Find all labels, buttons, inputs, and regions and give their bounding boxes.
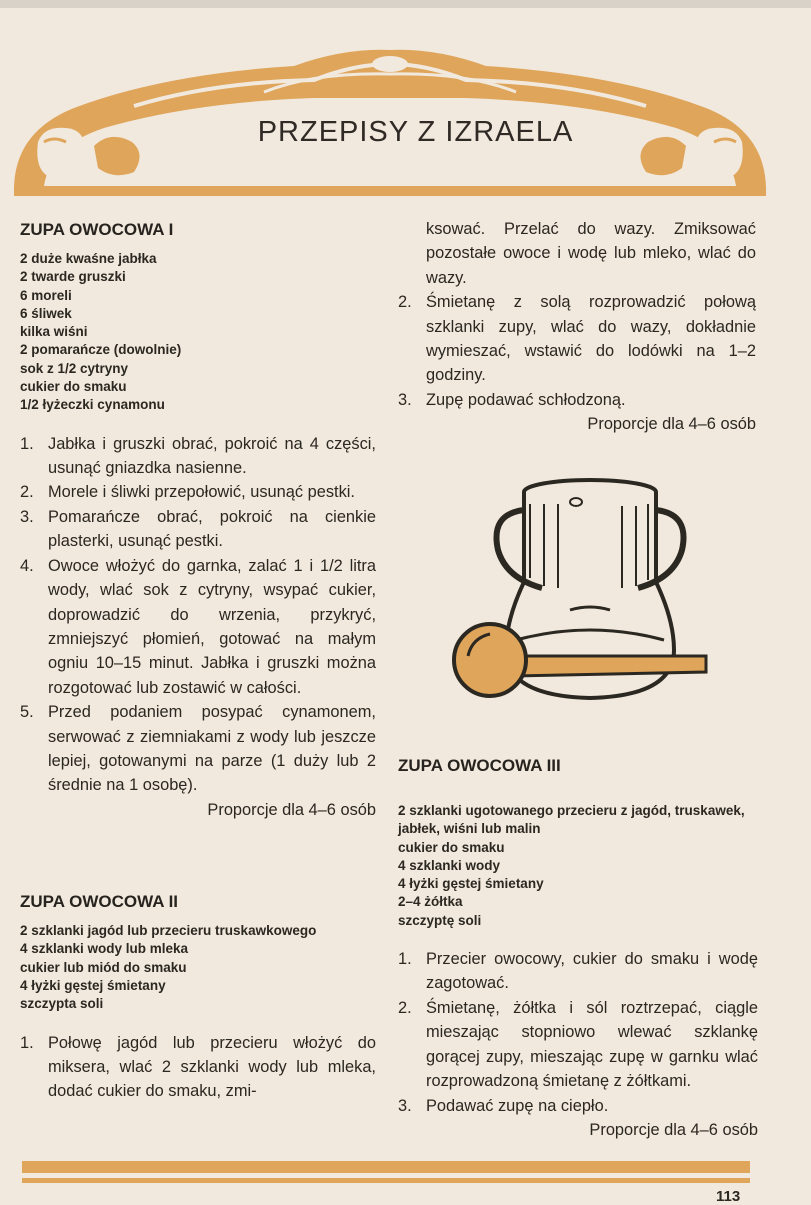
step-number: 2. [398,998,412,1017]
page-title: PRZEPISY Z IZRAELA [257,116,574,148]
ingredient-item: 4 łyżki gęstej śmietany [20,978,166,994]
ingredient-item: 2–4 żółtka [398,894,463,910]
ingredient-item: 2 duże kwaśne jabłka [20,251,157,266]
step-item [20,505,376,554]
ingredient-item: szczyptę soli [398,912,482,928]
step-number: 5. [20,703,34,722]
ingredient-item: cukier do smaku [20,379,127,395]
ingredient-item: kilka wiśni [20,324,88,340]
step-text: Przed podaniem posypać cynamonem, serwować z ziemniakami z wody lub jeszcze lepiej, gotowanymi na parze (1 duży lub 2 średnie na 1 osobę). [48,703,376,795]
ingredient-list [20,922,376,1013]
step-list [398,290,756,412]
step-number: 3. [20,507,34,526]
recipe-title: ZUPA OWOCOWA II [20,892,179,912]
step-list [20,1031,376,1104]
step-text: Śmietanę, żółtka i sól roztrzepać, ciągle mieszając stopniowo wlewać szklankę gorącej zupy, mieszając zupę w garnku wlać rozprowadzoną śmietanę z żółtkami. [426,998,758,1091]
step-item [398,996,758,1094]
step-item [20,432,376,481]
right-column-bottom [398,756,758,1142]
step-text: Przecier owocowy, cukier do smaku i wodę zagotować. [426,950,758,993]
step-text: Owoce włożyć do garnka, zalać 1 i 1/2 litra wody, wlać sok z cytryny, wsypać cukier, doprowadzić do wrzenia, przykryć, zmniejszyć płomień, gotować na małym ogniu 10–15 minut. Jabłka i gruszki można rozgotować lub zostawić w całości. [48,556,376,697]
step-item [398,290,756,388]
page-top-edge [0,0,811,8]
ingredient-item: sok z 1/2 cytryny [20,360,129,376]
step-number: 4. [20,556,34,575]
right-column-top [398,217,756,437]
step-continuation: ksować. Przelać do wazy. Zmiksować pozostałe owoce i wodę lub mleko, wlać do wazy. [426,220,756,287]
step-text: Pomarańcze obrać, pokroić na cienkie plasterki, usunąć pestki. [48,507,376,551]
step-number: 2. [20,483,34,502]
recipe-title: ZUPA OWOCOWA I [20,220,174,239]
milk-can-ladle-illustration [450,470,720,710]
step-item [20,1031,376,1104]
ingredient-item: 1/2 łyżeczki cynamonu [20,397,165,413]
step-text: Połowę jagód lub przecieru włożyć do miksera, wlać 2 szklanki wody lub mleka, dodać cukier do smaku, zmi- [48,1033,376,1101]
step-number: 1. [398,950,412,969]
step-text: Morele i śliwki przepołowić, usunąć pestki. [48,483,355,502]
ingredient-item: 4 szklanki wody [398,857,501,873]
portions-note: Proporcje dla 4–6 osób [207,800,376,819]
step-number: 2. [398,293,412,312]
ingredient-item: 6 moreli [20,287,72,303]
step-text: Zupę podawać schłodzoną. [426,390,626,409]
step-list [398,947,758,1118]
step-item [398,1094,758,1118]
ingredient-item: 4 łyżki gęstej śmietany [398,876,544,892]
ingredient-item: 4 szklanki wody lub mleka [20,941,189,957]
footer-rule-thin [22,1178,750,1183]
step-item [20,554,376,700]
ingredient-list [20,250,376,415]
step-list [20,432,376,798]
step-item [398,947,758,996]
ingredient-item: 2 szklanki ugotowanego przecieru z jagód, truskawek, jabłek, wiśni lub malin [398,803,745,837]
portions-note: Proporcje dla 4–6 osób [587,415,756,434]
page-number: 113 [716,1188,741,1205]
step-item [20,700,376,798]
step-item [20,480,376,504]
step-number: 1. [20,1033,34,1052]
recipe-title: ZUPA OWOCOWA III [398,756,561,775]
step-number: 3. [398,1096,412,1115]
ingredient-item: cukier lub miód do smaku [20,959,187,975]
step-text: Śmietanę z solą rozprowadzić połową szklanki zupy, wlać do wazy, dokładnie wymieszać, wstawić do lodówki na 1–2 godziny. [426,293,756,385]
step-number: 1. [20,434,34,453]
ingredient-item: 6 śliwek [20,305,72,321]
ingredient-item: 2 twarde gruszki [20,269,126,285]
footer-rule [22,1161,750,1173]
step-text: Jabłka i gruszki obrać, pokroić na 4 części, usunąć gniazdka nasienne. [48,434,376,478]
step-number: 3. [398,390,412,409]
ingredient-item: szczypta soli [20,996,104,1012]
step-text: Podawać zupę na ciepło. [426,1096,609,1115]
left-column [20,220,376,1104]
ingredient-item: 2 szklanki jagód lub przecieru truskawkowego [20,923,317,939]
ingredient-item: cukier do smaku [398,839,505,855]
ingredient-list [398,802,758,930]
step-item [398,388,756,412]
portions-note: Proporcje dla 4–6 osób [589,1120,758,1139]
ingredient-item: 2 pomarańcze (dowolnie) [20,342,182,358]
